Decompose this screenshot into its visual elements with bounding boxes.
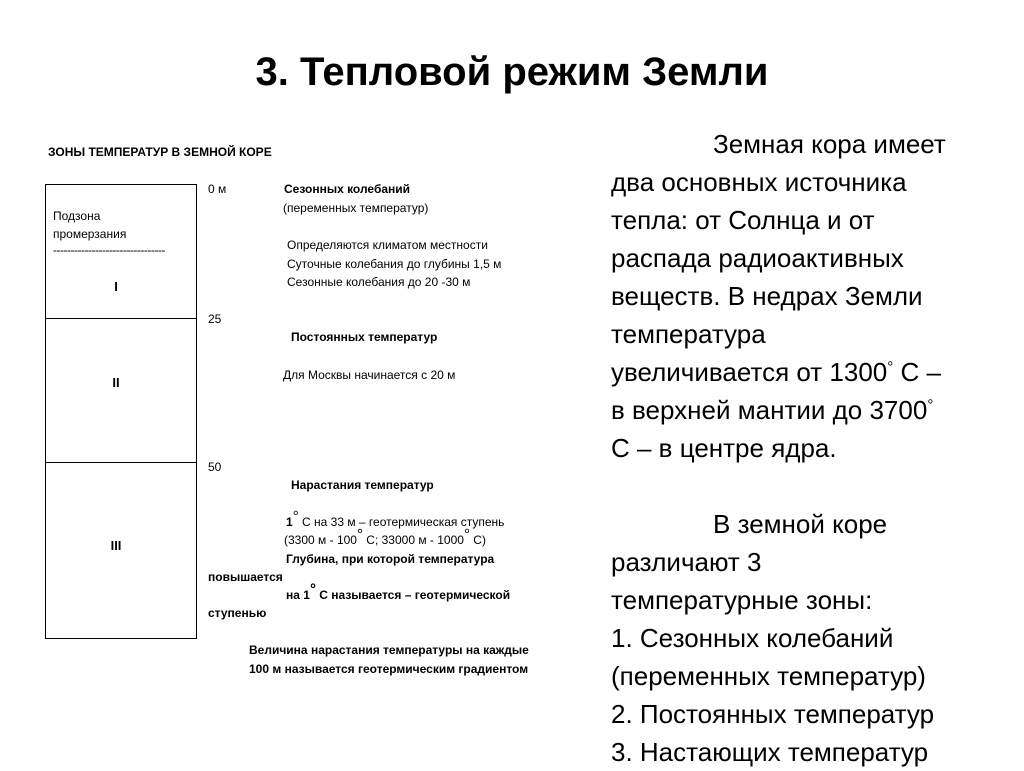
subzone-dashed-line: --------------------------------: [53, 243, 165, 257]
zone1-line3: Сезонные колебания до 20 -30 м: [287, 275, 471, 289]
subzone-label-line1: Подзона: [53, 209, 101, 223]
zone-label-1: I: [114, 279, 118, 294]
body-text: [611, 125, 1016, 771]
depth-label-25: 25: [208, 312, 222, 326]
subzone-label-line2: промерзания: [53, 227, 127, 241]
para1-line1: Земная кора имеет: [713, 129, 946, 159]
depth-label-0: 0 м: [208, 182, 227, 196]
para2-line1: В земной коре: [713, 509, 888, 539]
zone-divider-2: [46, 462, 196, 463]
para2-line2: различают 3: [611, 547, 762, 577]
zone1-heading: Сезонных колебаний: [284, 182, 411, 196]
slide-title: 3. Тепловой режим Земли: [255, 50, 769, 94]
para1-line4: распада радиоактивных: [611, 243, 904, 273]
subzone-label: [53, 207, 126, 243]
depth-label-50: 50: [208, 460, 222, 474]
para1-line6: температура: [611, 319, 766, 349]
zone2-heading: Постоянных температур: [291, 330, 438, 344]
temperature-zones-column: [45, 184, 197, 639]
gradient-line2: 100 м называется геотермическим градиентом: [249, 662, 529, 676]
zone3-line4: повышается: [208, 570, 283, 584]
zone-label-2: II: [112, 375, 120, 390]
para1-line5: веществ. В недрах Земли: [611, 281, 923, 311]
zone3-line6: ступенью: [208, 606, 267, 620]
zone-divider-1: [46, 318, 196, 319]
zone3-heading: Нарастания температур: [291, 478, 434, 492]
para1-line8: в верхней мантии до 3700°: [611, 395, 934, 425]
zone1-line2: Суточные колебания до глубины 1,5 м: [287, 257, 502, 271]
zone1-subheading: (переменных температур): [283, 201, 429, 215]
diagram-title: ЗОНЫ ТЕМПЕРАТУР В ЗЕМНОЙ КОРЕ: [48, 145, 272, 159]
para1-line9: С – в центре ядра.: [611, 433, 837, 463]
zone-label-3: III: [110, 538, 122, 553]
zone3-step-example: (3300 м - 100° С; 33000 м - 1000° С): [284, 526, 486, 547]
zone2-line1: Для Москвы начинается с 20 м: [283, 368, 456, 382]
para1-line3: тепла: от Солнца и от: [611, 205, 875, 235]
para1-line7: увеличивается от 1300° С –: [611, 357, 941, 387]
zone-list-item-2: 2. Постоянных температур: [611, 699, 935, 729]
zone-list-item-1: 1. Сезонных колебаний: [611, 623, 894, 653]
zone1-line1: Определяются климатом местности: [287, 238, 488, 252]
zone3-step-line: 1° С на 33 м – геотермическая ступень: [286, 508, 505, 529]
zone-list-item-1-note: (переменных температур): [611, 661, 926, 691]
zone3-line5: на 1° С называется – геотермической: [286, 581, 511, 602]
zone-list-item-3: 3. Настающих температур: [611, 737, 929, 767]
para1-line2: два основных источника: [611, 167, 907, 197]
zone3-line3: Глубина, при которой температура: [286, 552, 495, 566]
gradient-line1: Величина нарастания температуры на каждые: [249, 643, 529, 657]
para2-line3: температурные зоны:: [611, 585, 873, 615]
